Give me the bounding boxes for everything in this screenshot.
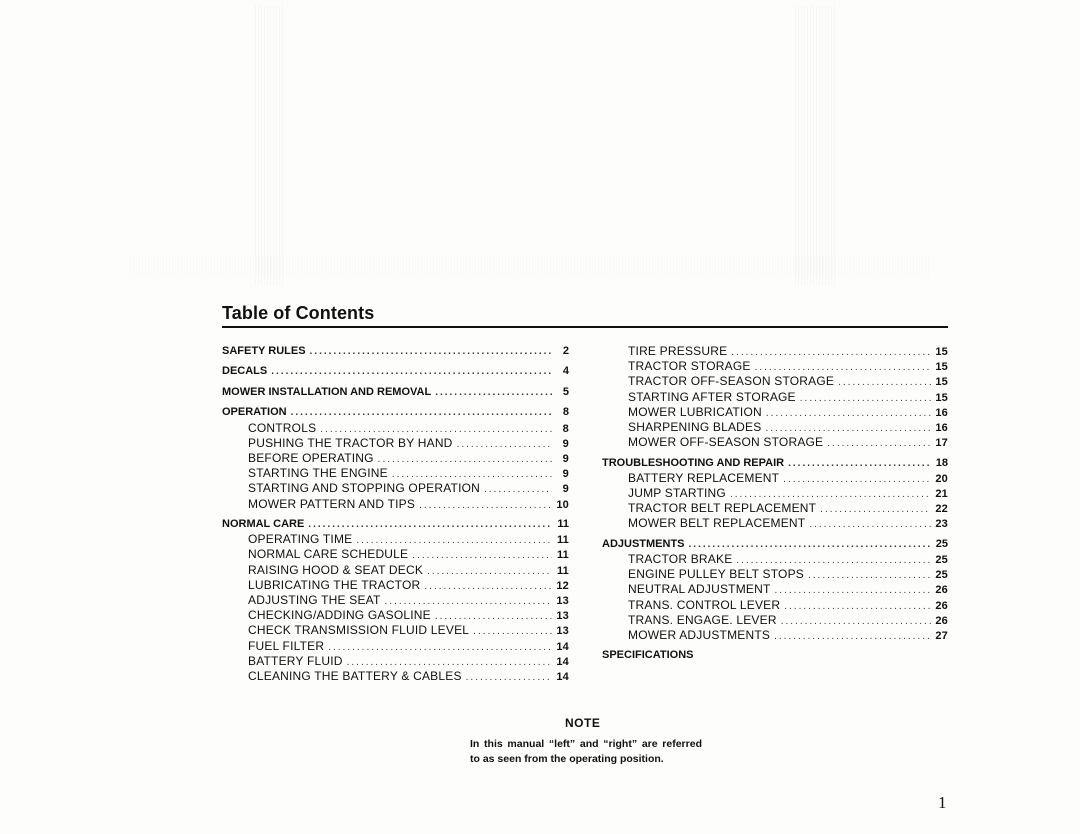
toc-entry-page: 4 xyxy=(562,365,569,378)
toc-entry xyxy=(602,567,948,582)
toc-entry-label: MOWER ADJUSTMENTS xyxy=(628,627,771,642)
toc-entry-label: TRACTOR OFF-SEASON STORAGE xyxy=(628,374,835,389)
toc-entry-label: TRANS. ENGAGE. LEVER xyxy=(628,612,777,627)
toc-entry-page: 14 xyxy=(556,640,569,653)
toc-leader-dots xyxy=(774,629,931,643)
toc-entry-label: CHECK TRANSMISSION FLUID LEVEL xyxy=(248,623,470,638)
toc-entry-label: MOWER BELT REPLACEMENT xyxy=(628,516,806,531)
toc-leader-dots xyxy=(328,640,552,654)
scan-artifact xyxy=(795,5,835,285)
toc-entry-page: 26 xyxy=(935,584,948,597)
toc-leader-dots xyxy=(424,579,552,593)
toc-entry-page: 8 xyxy=(562,422,569,435)
toc-entry-label: SAFETY RULES xyxy=(222,345,306,357)
toc-entry xyxy=(602,420,948,435)
note-body: In this manual “left” and “right” are referred to as seen from the operating position. xyxy=(470,738,702,765)
toc-entry-page: 16 xyxy=(935,421,948,434)
toc-entry-page: 11 xyxy=(556,549,569,562)
toc-entry-page: 13 xyxy=(556,595,569,607)
toc-entry-label: MOWER INSTALLATION AND REMOVAL xyxy=(222,385,432,398)
toc-leader-dots xyxy=(775,583,931,597)
toc-entry-label: MOWER LUBRICATION xyxy=(628,404,762,419)
toc-entry xyxy=(222,547,569,562)
toc-leader-dots xyxy=(466,670,552,684)
toc-entry xyxy=(222,364,569,379)
toc-entry-page: 18 xyxy=(935,456,948,469)
toc-entry-page: 16 xyxy=(935,406,948,419)
toc-entry-label: MOWER PATTERN AND TIPS xyxy=(248,496,416,511)
toc-leader-dots xyxy=(412,548,552,562)
toc-entry-label: BATTERY FLUID xyxy=(248,653,343,668)
toc-entry-label: JUMP STARTING xyxy=(628,485,726,500)
toc-entry-label: DECALS xyxy=(222,365,268,378)
toc-leader-dots xyxy=(473,624,552,638)
toc-entry-page: 15 xyxy=(935,391,948,404)
toc-entry xyxy=(602,374,948,389)
page-title: Table of Contents xyxy=(222,303,375,323)
toc-entry-page: 12 xyxy=(556,579,569,592)
toc-entry xyxy=(222,578,569,593)
toc-entry-label: BATTERY REPLACEMENT xyxy=(628,470,780,485)
toc-entry-page: 13 xyxy=(556,610,569,623)
toc-entry xyxy=(602,598,948,613)
toc-entry-page: 14 xyxy=(556,670,569,683)
toc-entry-page: 25 xyxy=(935,569,948,582)
toc-entry-page: 25 xyxy=(935,537,948,550)
title-rule xyxy=(222,326,948,328)
toc-entry-label: ADJUSTING THE SEAT xyxy=(248,593,381,607)
toc-entry xyxy=(222,466,569,481)
toc-leader-dots xyxy=(291,405,552,420)
toc-entry-page: 2 xyxy=(562,345,569,357)
toc-entry-label: ENGINE PULLEY BELT STOPS xyxy=(628,567,804,582)
toc-leader-dots xyxy=(731,345,931,359)
toc-entry-label: OPERATING TIME xyxy=(248,532,353,547)
toc-entry-label: CHECKING/ADDING GASOLINE xyxy=(248,608,431,623)
toc-entry-page: 14 xyxy=(556,655,569,668)
toc-entry-page: 11 xyxy=(556,564,569,577)
toc-entry xyxy=(222,654,569,669)
toc-entry xyxy=(222,436,569,451)
toc-entry-page: 17 xyxy=(935,437,948,450)
toc-entry xyxy=(602,537,948,552)
toc-entry xyxy=(222,405,569,420)
toc-entry-label: LUBRICATING THE TRACTOR xyxy=(248,577,421,592)
toc-leader-dots xyxy=(808,568,931,582)
toc-entry xyxy=(222,451,569,466)
toc-leader-dots xyxy=(419,498,552,512)
toc-entry xyxy=(602,486,948,501)
toc-leader-dots xyxy=(820,502,931,516)
toc-leader-dots xyxy=(827,436,931,450)
toc-leader-dots xyxy=(427,564,552,578)
toc-entry xyxy=(602,613,948,628)
toc-entry-label: SPECIFICATIONS xyxy=(602,649,694,662)
toc-entry xyxy=(222,481,569,496)
toc-entry-page: 15 xyxy=(935,361,948,374)
toc-entry-page: 9 xyxy=(562,468,569,481)
toc-entry-label: PUSHING THE TRACTOR BY HAND xyxy=(248,435,453,450)
toc-leader-dots xyxy=(766,406,931,420)
toc-entry xyxy=(222,421,569,436)
toc-leader-dots xyxy=(809,517,931,531)
toc-entry xyxy=(222,639,569,654)
toc-entry-label: STARTING THE ENGINE xyxy=(248,466,388,481)
toc-entry-label: NORMAL CARE xyxy=(222,518,305,531)
toc-entry xyxy=(222,593,569,608)
toc-entry-page: 9 xyxy=(562,437,569,450)
toc-entry xyxy=(602,390,948,405)
toc-leader-dots xyxy=(784,599,931,613)
toc-entry-page: 22 xyxy=(935,503,948,516)
toc-entry-label: TRANS. CONTROL LEVER xyxy=(628,597,781,612)
toc-entry xyxy=(222,563,569,578)
toc-entry-label: MOWER OFF-SEASON STORAGE xyxy=(628,435,824,450)
scan-artifact xyxy=(255,5,285,285)
toc-entry xyxy=(602,344,948,359)
toc-leader-dots xyxy=(457,437,552,451)
toc-entry-label: SHARPENING BLADES xyxy=(628,419,762,434)
scan-artifact xyxy=(130,255,930,277)
toc-entry-page: 27 xyxy=(935,629,948,642)
toc-entry-page: 26 xyxy=(935,614,948,627)
toc-entry xyxy=(602,456,948,471)
toc-entry xyxy=(602,501,948,516)
toc-leader-dots xyxy=(271,364,552,379)
toc-leader-dots xyxy=(435,609,552,623)
toc-leader-dots xyxy=(356,533,552,547)
toc-entry xyxy=(602,648,948,663)
toc-leader-dots xyxy=(435,385,552,400)
toc-entry-page: 5 xyxy=(562,385,569,398)
toc-leader-dots xyxy=(788,456,931,471)
toc-entry-page: 9 xyxy=(562,453,569,466)
toc-leader-dots xyxy=(783,472,931,486)
toc-leader-dots xyxy=(800,391,931,405)
toc-entry-label: CONTROLS xyxy=(248,420,317,435)
toc-leader-dots xyxy=(385,594,552,608)
toc-entry xyxy=(222,532,569,547)
toc-entry-label: TIRE PRESSURE xyxy=(628,344,728,358)
toc-entry-page: 20 xyxy=(935,472,948,485)
toc-entry xyxy=(222,608,569,623)
toc-entry-page: 21 xyxy=(935,487,948,500)
toc-entry-label: NORMAL CARE SCHEDULE xyxy=(248,547,409,562)
toc-leader-dots xyxy=(755,360,931,374)
toc-entry xyxy=(222,669,569,684)
toc-entry-label: TRACTOR BRAKE xyxy=(628,552,733,567)
toc-entry-label: TRACTOR STORAGE xyxy=(628,359,751,374)
toc-entry-label: NEUTRAL ADJUSTMENT xyxy=(628,582,771,597)
toc-entry xyxy=(602,359,948,374)
toc-leader-dots xyxy=(347,655,552,669)
toc-leader-dots xyxy=(310,344,552,359)
toc-entry-page: 9 xyxy=(562,483,569,496)
toc-leader-dots xyxy=(781,614,931,628)
toc-leader-dots xyxy=(736,553,931,567)
page-number: 1 xyxy=(938,793,947,812)
note-title: NOTE xyxy=(565,716,601,730)
toc-entry-page: 25 xyxy=(935,554,948,567)
toc-leader-dots xyxy=(484,482,552,496)
toc-leader-dots xyxy=(308,517,552,532)
toc-leader-dots xyxy=(838,375,931,389)
toc-entry-label: STARTING AFTER STORAGE xyxy=(628,389,796,404)
toc-entry xyxy=(602,552,948,567)
toc-entry-page: 15 xyxy=(935,346,948,358)
toc-entry-label: RAISING HOOD & SEAT DECK xyxy=(248,562,424,577)
toc-entry-page: 15 xyxy=(935,376,948,389)
toc-entry-label: STARTING AND STOPPING OPERATION xyxy=(248,481,481,496)
toc-leader-dots xyxy=(320,422,552,436)
toc-entry-page: 10 xyxy=(556,498,569,511)
toc-left-column xyxy=(222,344,569,684)
toc-right-column xyxy=(602,344,948,664)
toc-entry xyxy=(222,385,569,400)
toc-entry-page: 26 xyxy=(935,599,948,612)
toc-entry-label: TROUBLESHOOTING AND REPAIR xyxy=(602,456,785,469)
toc-entry-label: OPERATION xyxy=(222,406,287,419)
toc-entry-label: ADJUSTMENTS xyxy=(602,537,685,550)
toc-entry-label: CLEANING THE BATTERY & CABLES xyxy=(248,668,462,683)
toc-leader-dots xyxy=(392,467,552,481)
toc-entry-page: 13 xyxy=(556,625,569,638)
toc-entry xyxy=(602,516,948,531)
toc-entry xyxy=(222,517,569,532)
toc-entry-page: 23 xyxy=(935,518,948,531)
toc-entry xyxy=(222,344,569,359)
toc-entry xyxy=(222,497,569,512)
toc-entry xyxy=(602,435,948,450)
toc-entry xyxy=(602,471,948,486)
toc-entry-page: 11 xyxy=(557,518,569,531)
toc-entry-page: 8 xyxy=(562,406,569,419)
toc-entry-label: TRACTOR BELT REPLACEMENT xyxy=(628,501,817,516)
toc-entry xyxy=(602,628,948,643)
toc-entry-label: FUEL FILTER xyxy=(248,638,325,653)
toc-entry xyxy=(222,623,569,638)
toc-leader-dots xyxy=(765,421,931,435)
toc-entry xyxy=(602,405,948,420)
toc-entry-label: BEFORE OPERATING xyxy=(248,451,374,466)
toc-entry xyxy=(602,582,948,597)
toc-leader-dots xyxy=(689,537,931,552)
toc-entry-page: 11 xyxy=(556,534,569,547)
toc-leader-dots xyxy=(378,452,552,466)
toc-leader-dots xyxy=(730,487,931,501)
